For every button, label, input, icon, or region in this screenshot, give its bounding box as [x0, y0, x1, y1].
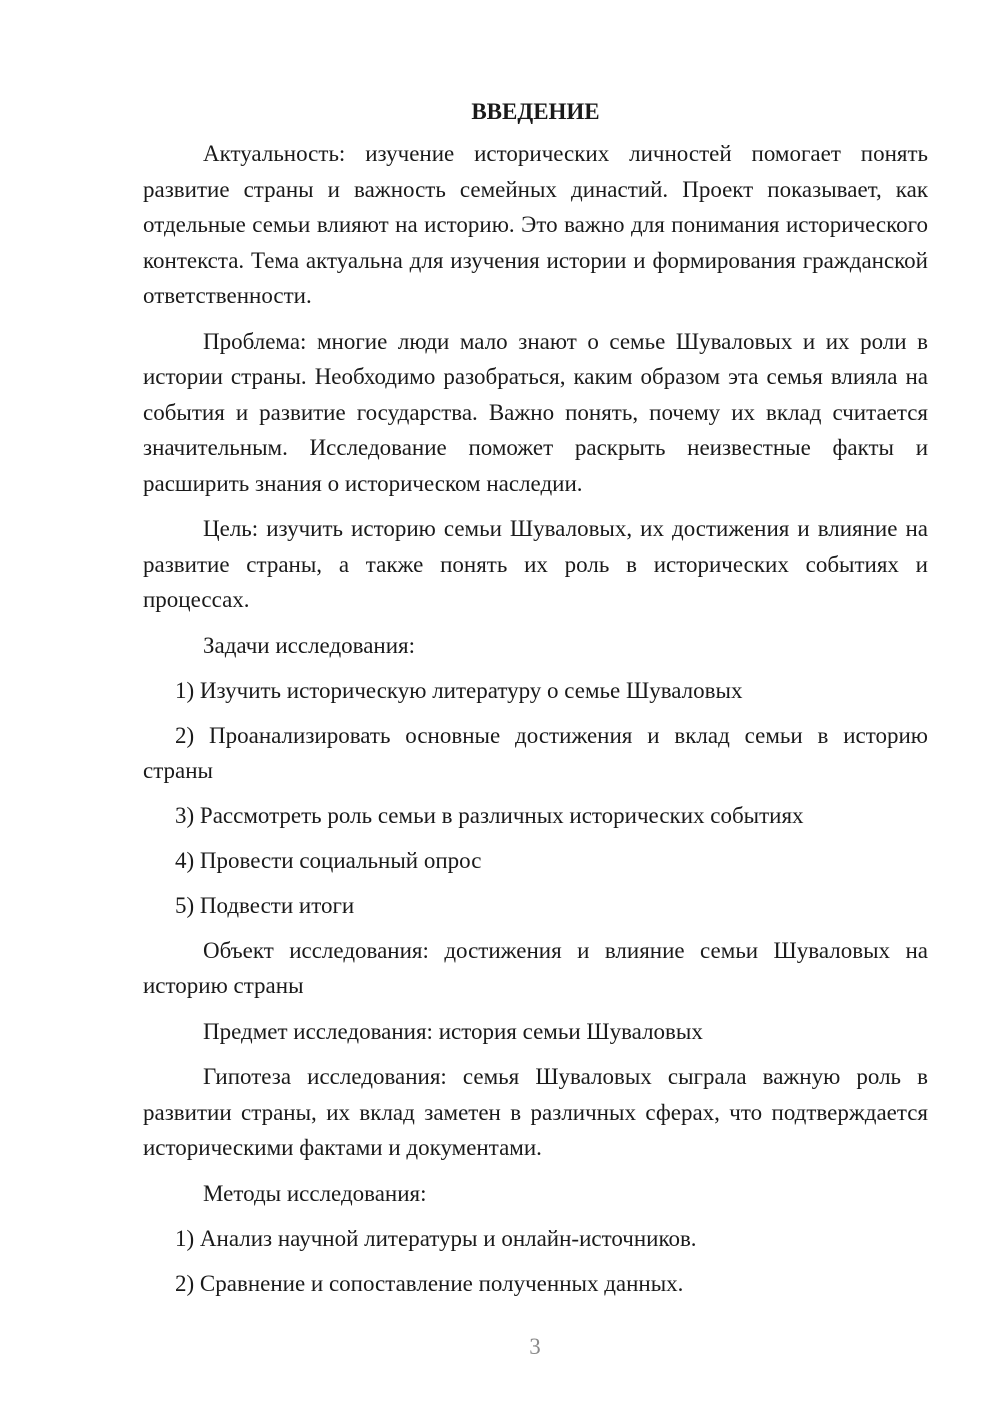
page-number: 3	[529, 1334, 541, 1359]
list-item: 2) Проанализировать основные достижения и вклад семьи в историю страны	[143, 722, 928, 783]
page-content	[143, 94, 928, 1311]
list-item: 1) Анализ научной литературы и онлайн-источников.	[175, 1225, 697, 1251]
list-item: 4) Провести социальный опрос	[175, 847, 482, 873]
goal-paragraph: Цель: изучить историю семьи Шуваловых, их достижения и влияние на развитие страны, а также понять их роль в исторических событиях и процессах.	[143, 516, 928, 612]
tasks-list	[143, 673, 928, 923]
methods-heading: Методы исследования:	[203, 1180, 427, 1206]
list-item: 2) Сравнение и сопоставление полученных данных.	[175, 1270, 684, 1296]
list-item: 5) Подвести итоги	[175, 892, 355, 918]
hypothesis-paragraph: Гипотеза исследования: семья Шуваловых сыграла важную роль в развитии страны, их вклад заметен в различных сферах, что подтверждается историческими фактами и документами.	[143, 1064, 928, 1160]
section-title: ВВЕДЕНИЕ	[471, 99, 600, 124]
problem-paragraph: Проблема: многие люди мало знают о семье Шуваловых и их роли в истории страны. Необходимо разобраться, каким образом эта семья влияла на события и развитие государства. Важно понять, почему их вклад считается значительным. Исследование поможет раскрыть неизвестные факты и расширить знания о историческом наследии.	[143, 328, 928, 496]
methods-list	[143, 1221, 928, 1301]
subject-paragraph: Предмет исследования: история семьи Шуваловых	[203, 1018, 703, 1044]
object-paragraph: Объект исследования: достижения и влияние семьи Шуваловых на историю страны	[143, 937, 928, 998]
list-item: 3) Рассмотреть роль семьи в различных исторических событиях	[175, 802, 804, 828]
relevance-paragraph: Актуальность: изучение исторических личностей помогает понять развитие страны и важность семейных династий. Проект показывает, как отдельные семьи влияют на историю. Это важно для понимания исторического контекста. Тема актуальна для изучения истории и формирования гражданской ответственности.	[143, 141, 928, 308]
list-item: 1) Изучить историческую литературу о семье Шуваловых	[175, 677, 743, 703]
tasks-heading: Задачи исследования:	[203, 632, 416, 658]
